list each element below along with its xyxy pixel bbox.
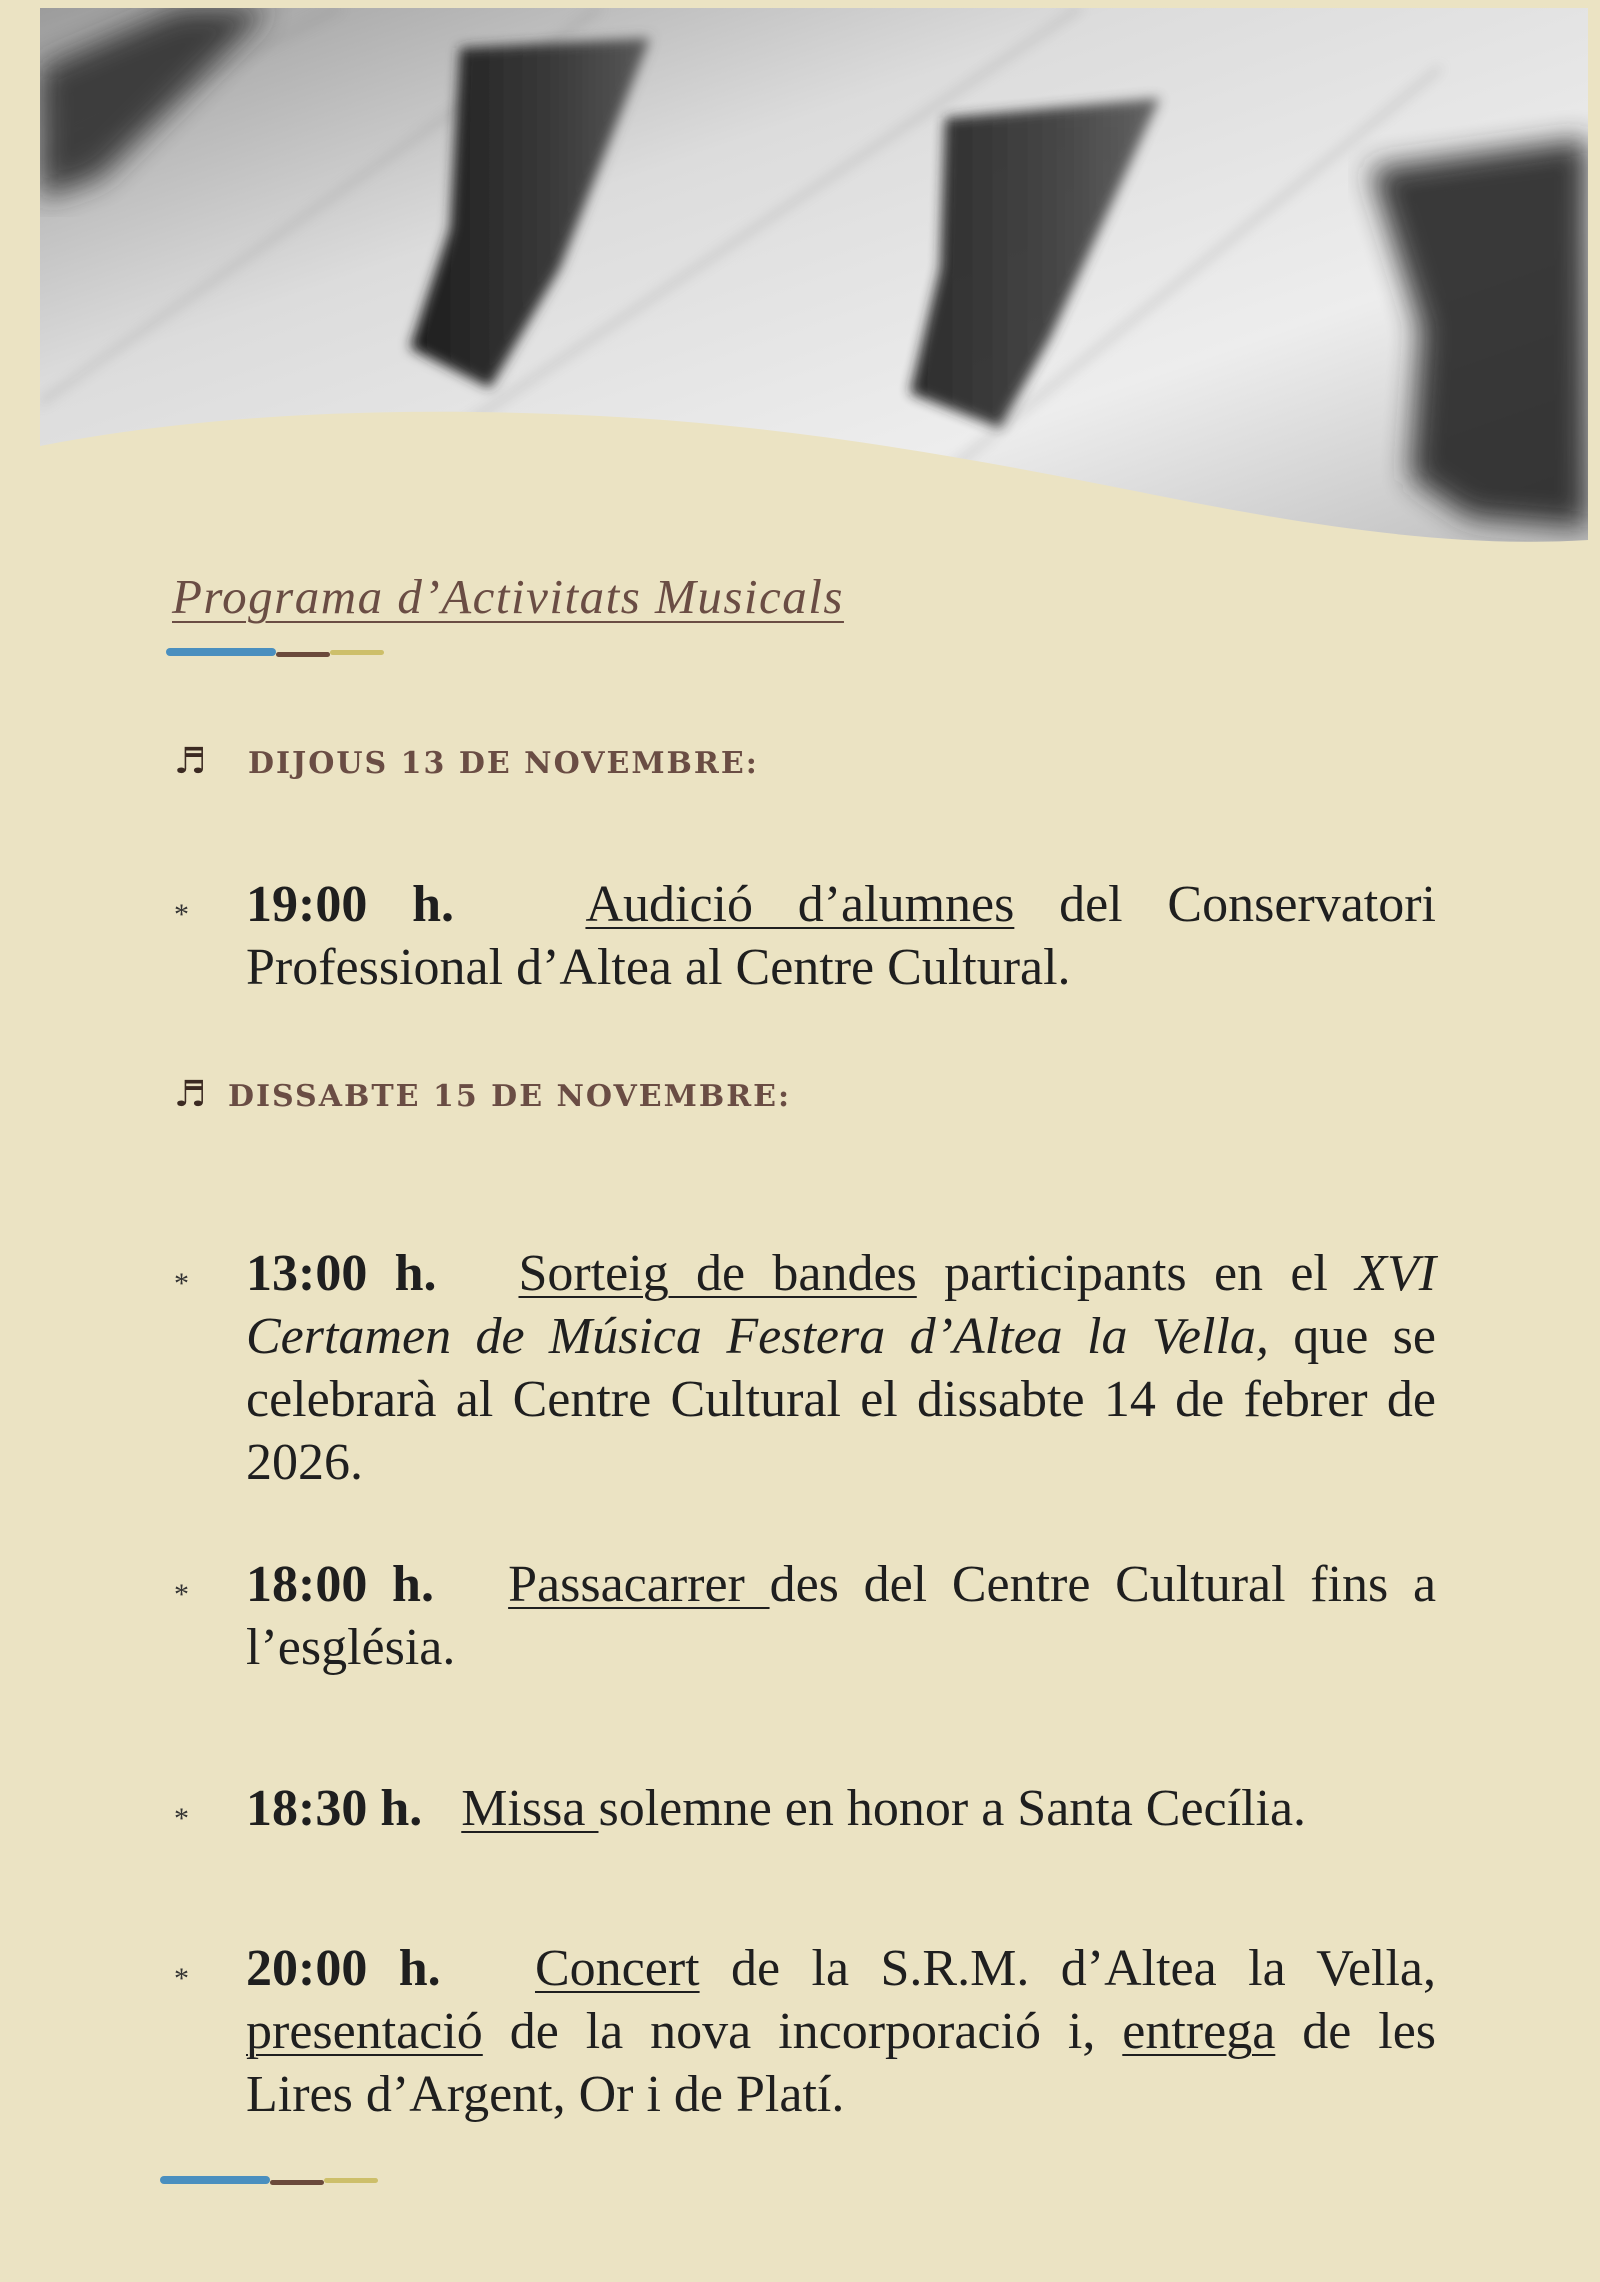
music-note-icon: ♬	[174, 740, 209, 782]
music-note-icon: ♬	[174, 1073, 209, 1115]
event-description: solemne en honor a Santa Cecília.	[598, 1780, 1307, 1837]
event-item	[174, 873, 1437, 999]
event-time: 18:00 h.	[246, 1556, 434, 1613]
event-description: des del Centre Cultural fins a l’església.	[246, 1556, 1437, 1676]
bullet-icon: *	[174, 1962, 189, 1995]
event-description: de la S.R.M. d’Altea la Vella,	[699, 1940, 1436, 1997]
event-title: Passacarrer	[508, 1556, 770, 1613]
event-highlight: presentació	[246, 2003, 483, 2060]
bullet-icon: *	[174, 1802, 189, 1835]
event-title: Missa	[461, 1780, 599, 1837]
event-time: 13:00 h.	[246, 1245, 437, 1302]
decorative-divider-top	[166, 648, 386, 656]
piano-keys-photo	[40, 8, 1588, 548]
event-item	[174, 1242, 1437, 1494]
event-item	[174, 1777, 1436, 1840]
event-time: 18:30 h.	[246, 1780, 423, 1837]
event-title: Audició d’alumnes	[585, 876, 1015, 933]
event-time: 19:00 h.	[246, 876, 454, 933]
event-description: de les Lires d’Argent, Or i de Platí.	[246, 2003, 1437, 2123]
bullet-icon: *	[174, 1267, 189, 1300]
day-label: DIJOUS 13 DE NOVEMBRE:	[248, 746, 759, 781]
event-time: 20:00 h.	[246, 1940, 441, 1997]
day-heading-1	[174, 740, 759, 782]
decorative-divider-bottom	[160, 2176, 380, 2184]
event-title: Concert	[534, 1940, 700, 1997]
bullet-icon: *	[174, 898, 189, 931]
event-description: participants en el	[916, 1245, 1356, 1302]
event-description: de la nova incorporació i,	[482, 2003, 1123, 2060]
day-heading-2	[174, 1073, 792, 1115]
event-item	[174, 1937, 1437, 2126]
event-description: que se celebrarà al Centre Cultural el dissabte 14 de febrer de 2026.	[246, 1308, 1436, 1491]
page-title: Programa d’Activitats Musicals	[172, 569, 844, 624]
event-certamen-name: XVI Certamen de Música Festera d’Altea la Vella,	[246, 1245, 1437, 1365]
event-item	[174, 1553, 1437, 1679]
event-highlight: entrega	[1122, 2003, 1276, 2060]
day-label: DISSABTE 15 DE NOVEMBRE:	[228, 1079, 792, 1114]
event-title: Sorteig de bandes	[518, 1245, 917, 1302]
event-description: del Conservatori Professional d’Altea al Centre Cultural.	[246, 876, 1437, 996]
bullet-icon: *	[174, 1578, 189, 1611]
